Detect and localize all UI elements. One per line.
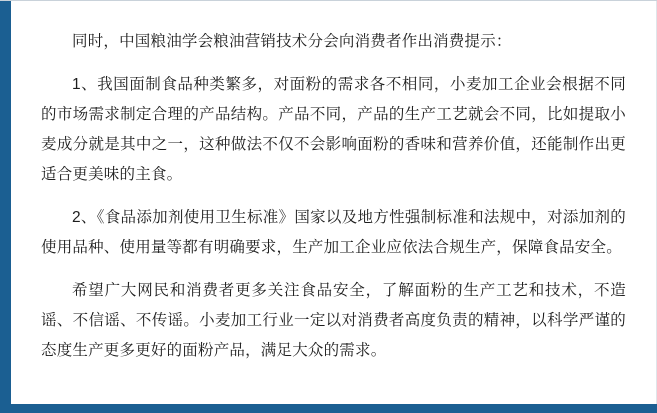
document-body: [11, 1, 656, 404]
bottom-accent-bar: [0, 404, 657, 413]
paragraph-closing: 希望广大网民和消费者更多关注食品安全，了解面粉的生产工艺和技术，不造谣、不信谣、不传谣。小麦加工行业一定以对消费者高度负责的精神，以科学严谨的态度生产更多更好的面粉产品，满足大众的需求。: [41, 282, 626, 359]
left-accent-bar: [0, 1, 11, 404]
paragraph-intro: 同时，中国粮油学会粮油营销技术分会向消费者作出消费提示：: [72, 33, 512, 50]
paragraph-item-2: 2、《食品添加剂使用卫生标准》国家以及地方性强制标准和法规中，对添加剂的使用品种、使用量等都有明确要求，生产加工企业应依法合规生产，保障食品安全。: [41, 209, 626, 256]
paragraph-item-1: 1、我国面制食品种类繁多，对面粉的需求各不相同，小麦加工企业会根据不同的市场需求制定合理的产品结构。产品不同，产品的生产工艺就会不同，比如提取小麦成分就是其中之一，这种做法不仅不会影响面粉的香味和营养价值，还能制作出更适合更美味的主食。: [41, 76, 626, 183]
